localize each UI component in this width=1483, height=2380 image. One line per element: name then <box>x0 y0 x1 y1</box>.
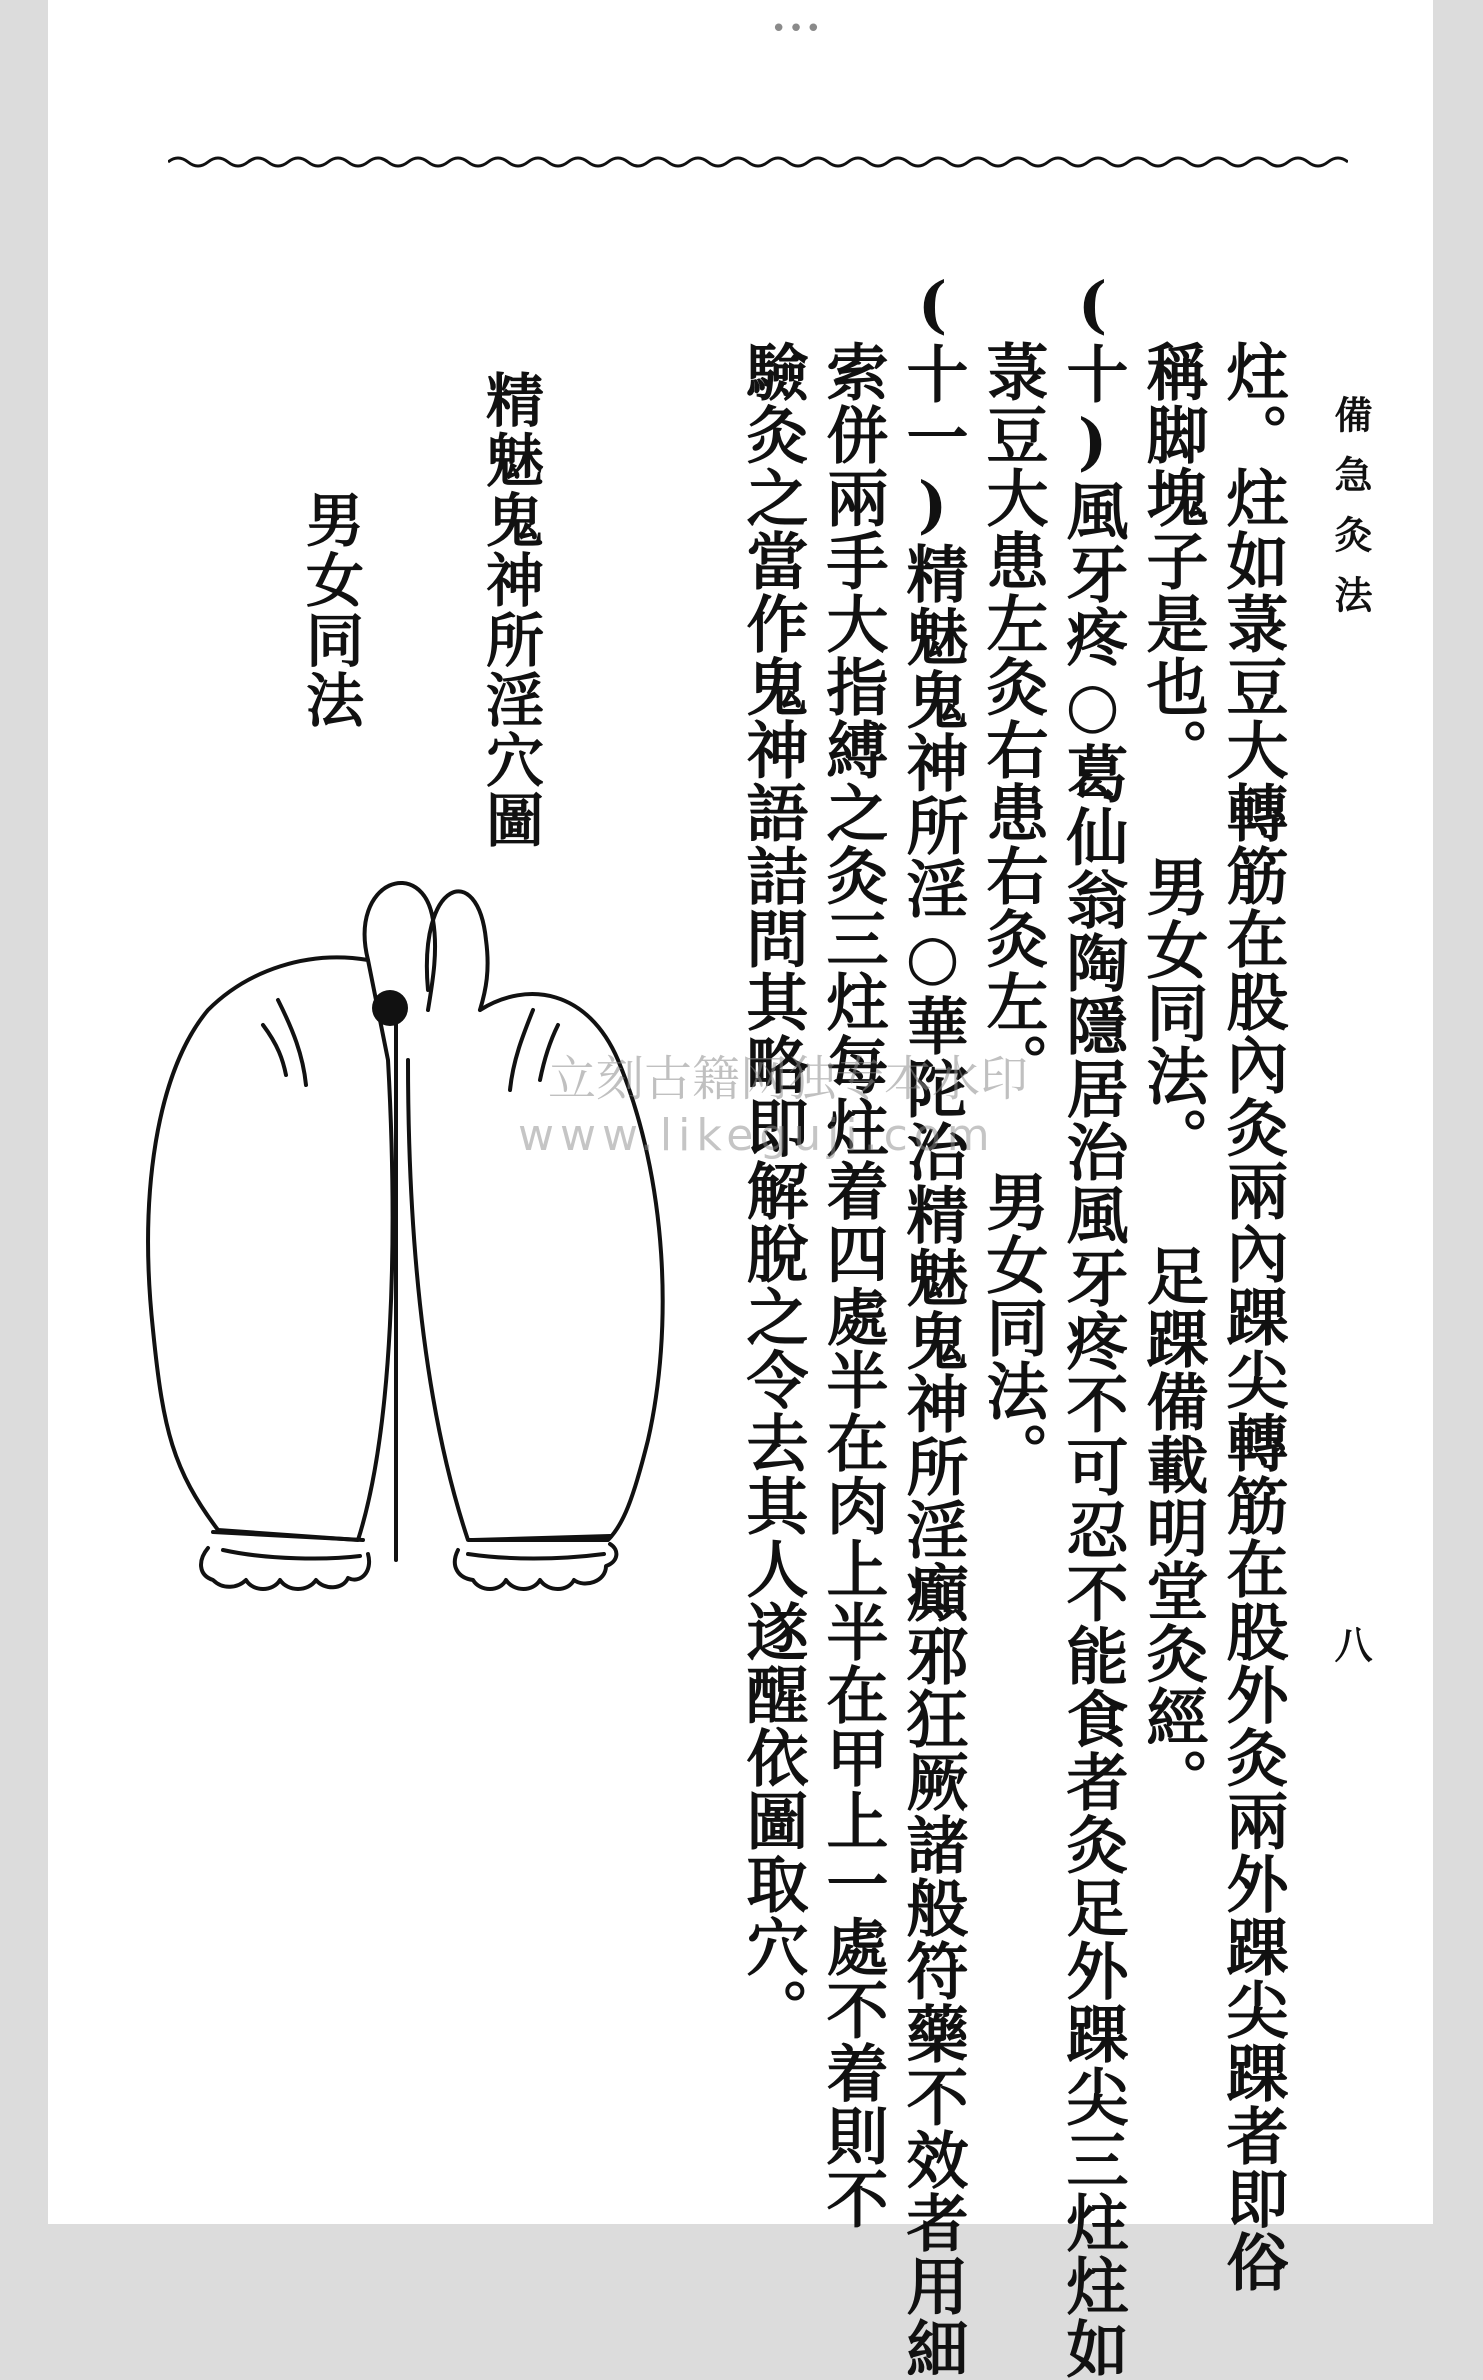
page-number: 八 <box>1328 1625 1373 1685</box>
figure-note: 男女同法 <box>296 490 364 730</box>
more-options-icon[interactable]: ••• <box>771 14 824 44</box>
figure-title: 精魅鬼神所淫穴圖 <box>476 370 544 850</box>
text-column-2: 稱脚塊子是也。 男女同法。 足踝備載明堂灸經。 <box>1136 340 1209 1811</box>
bound-thumbs-illustration <box>128 860 688 1640</box>
top-border-rule <box>168 150 1348 174</box>
text-column-6: 索併兩手大指縛之灸三炷每炷着四處半在肉上半在甲上一處不着則不 <box>816 340 889 2230</box>
text-column-1: 炷。炷如菉豆大轉筋在股內灸兩內踝尖轉筋在股外灸兩外踝尖踝者即俗 <box>1216 340 1289 2293</box>
text-column-5: (十一)精魅鬼神所淫○華陀治精魅鬼神所淫癲邪狂厥諸般符藥不效者用細 <box>896 268 969 2380</box>
book-title-header: 備急灸法 <box>1328 395 1373 635</box>
text-column-4: 菉豆大患左灸右患右灸左。 男女同法。 <box>976 340 1049 1485</box>
text-column-7: 驗灸之當作鬼神語詰問其略即解脫之令去其人遂醒依圖取穴。 <box>736 340 809 2041</box>
watermark-text: 立刻古籍网独专本水印 <box>548 1051 1029 1107</box>
watermark-url: www.likeguji.com <box>518 1110 996 1161</box>
text-column-3: (十)風牙疼○葛仙翁陶隱居治風牙疼不可忍不能食者灸足外踝尖三炷炷如 <box>1056 268 1129 2380</box>
book-page <box>48 0 1433 2380</box>
